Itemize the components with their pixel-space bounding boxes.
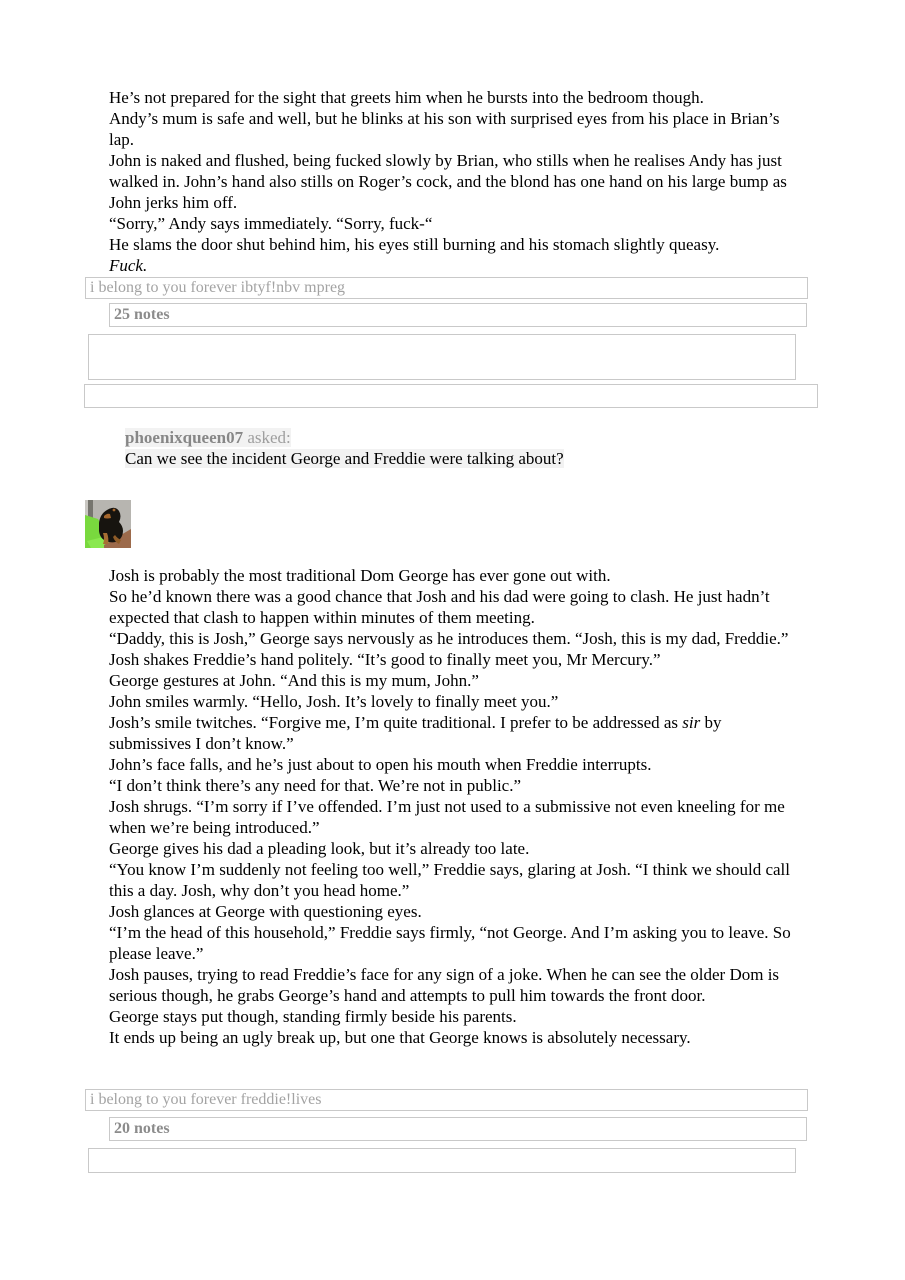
post-paragraph: John’s face falls, and he’s just about to open his mouth when Freddie interrupts. (109, 755, 652, 774)
post-paragraph: Josh’s smile twitches. “Forgive me, I’m quite traditional. I prefer to be addressed as sir by submissives I don’t know.” (109, 713, 722, 753)
post-paragraph: George gives his dad a pleading look, but it’s already too late. (109, 839, 530, 858)
post1-body (109, 87, 792, 276)
post-paragraph: Josh shakes Freddie’s hand politely. “It’s good to finally meet you, Mr Mercury.” (109, 650, 661, 669)
ask-question-line (125, 448, 765, 469)
ask-header-line (125, 427, 765, 448)
post-paragraph: Andy’s mum is safe and well, but he blinks at his son with surprised eyes from his place in Brian’s lap. (109, 109, 780, 149)
post1-empty-embed-box (88, 334, 796, 380)
post1-notes-box[interactable] (109, 303, 807, 327)
puppy-photo-avatar-icon (85, 500, 131, 548)
post2-notes-label[interactable]: 20 notes (114, 1120, 170, 1137)
post-paragraph: George stays put though, standing firmly beside his parents. (109, 1007, 517, 1026)
post-paragraph: So he’d known there was a good chance that Josh and his dad were going to clash. He just hadn’t expected that clash to happen within minutes of them meeting. (109, 587, 770, 627)
asked-label: asked: (243, 428, 291, 447)
post1-tags-box[interactable] (85, 277, 808, 299)
asker-name-link[interactable]: phoenixqueen07 (125, 428, 244, 447)
post-paragraph: It ends up being an ugly break up, but one that George knows is absolutely necessary. (109, 1028, 691, 1047)
post-paragraph: Josh shrugs. “I’m sorry if I’ve offended. I’m just not used to a submissive not even kneeling for me when we’re being introduced.” (109, 797, 785, 837)
post2-tags-label[interactable]: i belong to you forever freddie!lives (90, 1091, 322, 1108)
post2-tags-box[interactable] (85, 1089, 808, 1111)
post1-empty-embed-box-2 (84, 384, 818, 408)
avatar[interactable] (85, 500, 131, 548)
post-paragraph: “I don’t think there’s any need for that. We’re not in public.” (109, 776, 522, 795)
post-paragraph: Josh pauses, trying to read Freddie’s face for any sign of a joke. When he can see the older Dom is serious though, he grabs George’s hand and attempts to pull him towards the front door. (109, 965, 780, 1005)
post-paragraph: “I’m the head of this household,” Freddie says firmly, “not George. And I’m asking you to leave. So please leave.” (109, 923, 791, 963)
post-paragraph: Fuck. (109, 256, 148, 275)
post-paragraph: “Daddy, this is Josh,” George says nervously as he introduces them. “Josh, this is my dad, Freddie.” (109, 629, 789, 648)
post-paragraph: He’s not prepared for the sight that greets him when he bursts into the bedroom though. (109, 88, 704, 107)
post-paragraph: Josh glances at George with questioning eyes. (109, 902, 422, 921)
post-paragraph: George gestures at John. “And this is my mum, John.” (109, 671, 479, 690)
post2-notes-box[interactable] (109, 1117, 807, 1141)
post-paragraph: He slams the door shut behind him, his eyes still burning and his stomach slightly queasy. (109, 235, 720, 254)
ask-block (125, 427, 765, 469)
post1-tags-label[interactable]: i belong to you forever ibtyf!nbv mpreg (90, 279, 346, 296)
post-paragraph: Josh is probably the most traditional Dom George has ever gone out with. (109, 566, 611, 585)
post2-body (109, 565, 792, 1048)
post-paragraph: “Sorry,” Andy says immediately. “Sorry, fuck-“ (109, 214, 433, 233)
post-paragraph: “You know I’m suddenly not feeling too well,” Freddie says, glaring at Josh. “I think we should call this a day. Josh, why don’t you head home.” (109, 860, 790, 900)
post1-notes-label[interactable]: 25 notes (114, 306, 170, 323)
post2-empty-embed-box (88, 1148, 796, 1173)
post-paragraph: John smiles warmly. “Hello, Josh. It’s lovely to finally meet you.” (109, 692, 559, 711)
post-paragraph: John is naked and flushed, being fucked slowly by Brian, who stills when he realises Andy has just walked in. John’s hand also stills on Roger’s cock, and the blond has one hand on his large bump as John jerks him off. (109, 151, 787, 212)
ask-question-text: Can we see the incident George and Freddie were talking about? (125, 449, 564, 468)
